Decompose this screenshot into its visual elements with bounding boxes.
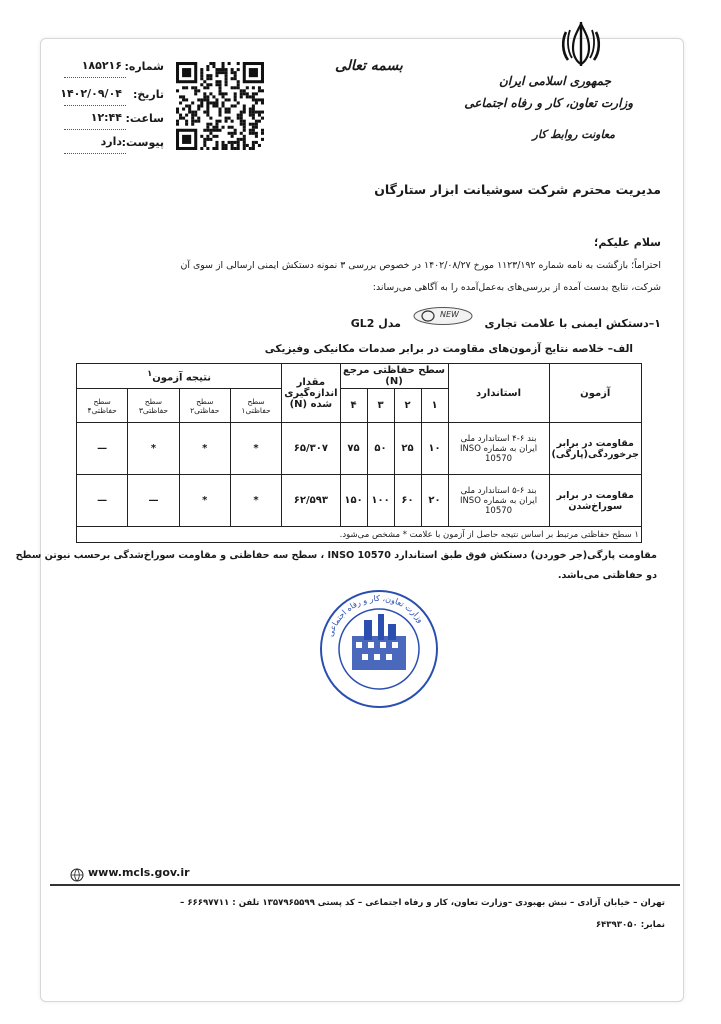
meta-number-label: شماره: — [124, 60, 164, 73]
meta-date — [60, 87, 164, 104]
row-2-result-3: — — [128, 475, 179, 527]
row-1-result-4: — — [77, 423, 128, 475]
header-measured: مقدار اندازه‌گیری شده (N) — [282, 364, 340, 423]
greeting: سلام علیکم؛ — [594, 236, 661, 249]
org-line-2: وزارت تعاون، کار و رفاه اجتماعی — [464, 96, 633, 110]
result-level-4: سطح حفاظتی۴ — [77, 389, 128, 423]
row-2-result-1: * — [230, 475, 281, 527]
stamp-text: وزارت تعاون، کار و رفاه اجتماعی — [325, 593, 426, 638]
brand-logo — [412, 306, 474, 326]
ref-level-4: ۴ — [340, 389, 367, 423]
row-1-level-2: ۲۵ — [394, 423, 421, 475]
meta-time-value: ۱۲:۴۴ — [90, 111, 122, 124]
result-level-1: سطح حفاظتی۱ — [230, 389, 281, 423]
closing-line-2: دو حفاظتی می‌باشد. — [557, 570, 657, 581]
row-1-result-1: * — [230, 423, 281, 475]
header-ref-unit: (N) — [385, 376, 403, 387]
row-2-level-3: ۱۰۰ — [367, 475, 394, 527]
addressee: مدیریت محترم شرکت سوشیانت ابزار ستارگان — [374, 182, 661, 197]
meta-time — [64, 112, 164, 128]
results-table — [76, 363, 642, 543]
row-2-standard: بند ۶-۵ استاندارد ملی ایران به شماره INSO 10570 — [448, 475, 549, 527]
footer-fax: نمابر: ۶۴۳۹۳۰۵۰ — [595, 920, 665, 930]
row-2-test: مقاومت در برابر سوراخ‌شدن — [549, 475, 641, 527]
meta-number-value: ۱۸۵۲۱۶ — [81, 59, 122, 72]
meta-date-label: تاریخ: — [132, 88, 164, 101]
meta-time-label: ساعت: — [125, 112, 164, 125]
row-1-level-1: ۱۰ — [421, 423, 448, 475]
row-2-result-4: — — [77, 475, 128, 527]
row-1-level-3: ۵۰ — [367, 423, 394, 475]
table-caption: الف– خلاصه نتایج آزمون‌های مقاومت در برابر صدمات مکانیکی وفیزیکی — [264, 343, 633, 355]
footer-address: تهران – خیابان آزادی – نبش بهبودی –وزارت تعاون، کار و رفاه اجتماعی – کد پستی ۱۳۵۷۹۶۵۵۹۹ تلفن : ۶۶۶۹۷۷۱۱ – — [180, 898, 665, 908]
footer-divider — [50, 884, 680, 886]
bismillah-heading: بسمه تعالی — [335, 58, 403, 74]
result-level-2: سطح حفاظتی۲ — [179, 389, 230, 423]
header-standard: استاندارد — [448, 364, 549, 423]
footer-website[interactable]: www.mcls.gov.ir — [88, 866, 190, 879]
item-title: ۱–دستکش ایمنی با علامت تجاری — [484, 317, 661, 330]
row-1-result-2: * — [179, 423, 230, 475]
model-label: مدل GL2 — [350, 317, 401, 330]
header-ref-levels-label: سطح حفاظتی مرجع — [343, 365, 446, 376]
ref-level-2: ۲ — [394, 389, 421, 423]
closing-line-1: مقاومت پارگی(جر خوردن) دستکش فوق طبق استاندارد INSO 10570 ، سطح سه حفاظتی و مقاومت سوراخ‌شدگی برحسب نیوتن سطح — [15, 550, 657, 561]
meta-attachment — [64, 136, 164, 152]
paragraph-line-1: احتراماً؛ بازگشت به نامه شماره ۱۱۲۳/۱۹۲ مورخ ۱۴۰۲/۰۸/۲۷ در خصوص بررسی ۳ نمونه دستکش ایمنی ارسالی از سوی آن — [180, 260, 661, 271]
row-2-level-2: ۶۰ — [394, 475, 421, 527]
qr-code-icon — [174, 62, 266, 150]
iran-emblem-icon — [556, 18, 606, 70]
header-result — [77, 364, 282, 389]
row-2-level-1: ۲۰ — [421, 475, 448, 527]
globe-icon — [70, 867, 84, 881]
meta-attachment-label: پیوست: — [121, 136, 164, 149]
row-1-result-3: * — [128, 423, 179, 475]
header-result-sup: ۱ — [147, 368, 153, 379]
org-line-3: معاونت روابط کار — [532, 128, 615, 141]
header-test: آزمون — [549, 364, 641, 423]
ref-level-3: ۳ — [367, 389, 394, 423]
meta-attachment-value: دارد — [100, 135, 122, 148]
row-2-result-2: * — [179, 475, 230, 527]
row-2-level-4: ۱۵۰ — [340, 475, 367, 527]
table-row — [77, 423, 642, 475]
org-line-1: جمهوری اسلامی ایران — [498, 74, 611, 88]
ministry-stamp — [318, 588, 440, 710]
header-result-label: نتیجه آزمون — [152, 372, 212, 384]
meta-number — [64, 60, 164, 76]
table-row — [77, 475, 642, 527]
row-1-test: مقاومت در برابر جرخوردگی(پارگی) — [549, 423, 641, 475]
ref-level-1: ۱ — [421, 389, 448, 423]
table-footnote: ۱ سطح حفاظتی مرتبط بر اساس نتیجه حاصل از آزمون با علامت * مشخص می‌شود. — [77, 527, 642, 543]
row-2-measured: ۶۲/۵۹۳ — [282, 475, 340, 527]
meta-date-value: ۱۴۰۲/۰۹/۰۴ — [60, 87, 122, 100]
row-1-standard: بند ۶-۴ استاندارد ملی ایران به شماره INSO 10570 — [448, 423, 549, 475]
brand-logo-text: NEW — [440, 310, 459, 319]
paragraph-line-2: شرکت، نتایج بدست آمده از بررسی‌های به‌عمل‌آمده را به آگاهی می‌رساند: — [372, 282, 661, 293]
header-ref-levels — [340, 364, 448, 389]
row-1-measured: ۶۵/۳۰۷ — [282, 423, 340, 475]
row-1-level-4: ۷۵ — [340, 423, 367, 475]
result-level-3: سطح حفاظتی۳ — [128, 389, 179, 423]
